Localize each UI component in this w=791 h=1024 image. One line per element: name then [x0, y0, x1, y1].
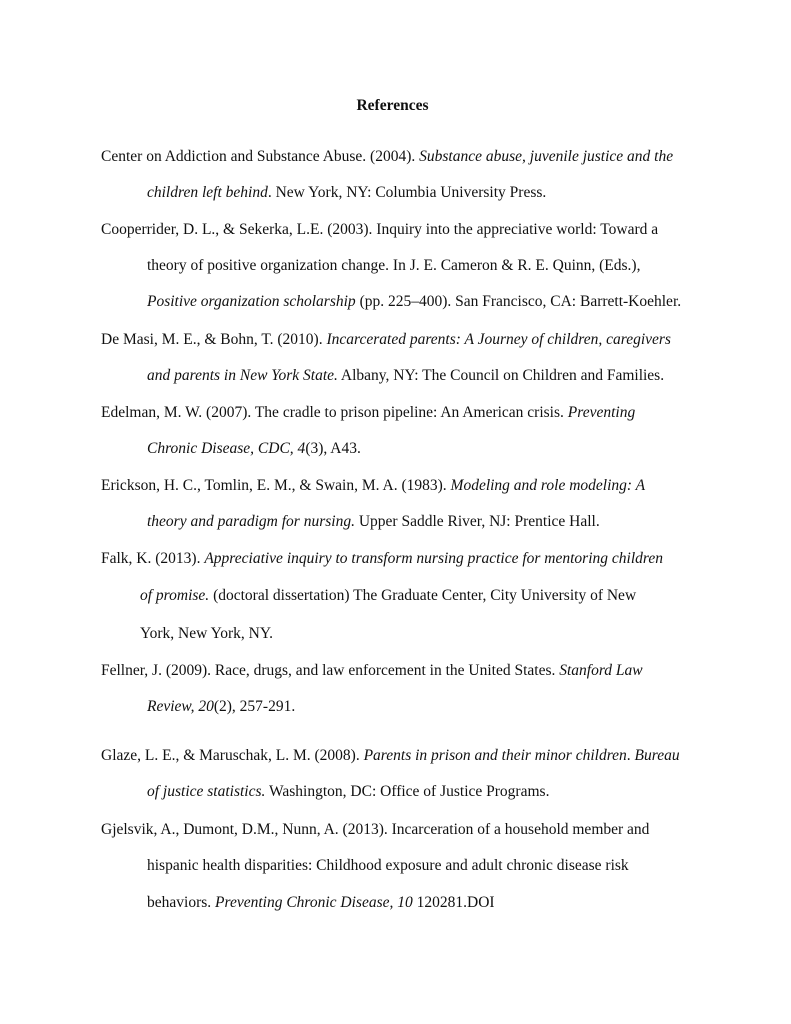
reference-italic-text: of justice statistics.: [147, 783, 266, 800]
reference-italic-text: theory and paradigm for nursing.: [147, 513, 355, 530]
reference-text: Center on Addiction and Substance Abuse. (2004).: [101, 148, 420, 165]
reference-line: [147, 183, 546, 203]
reference-line: [101, 661, 643, 681]
reference-line: [101, 476, 645, 496]
reference-text: (pp. 225–400). San Francisco, CA: Barrett-Koehler.: [355, 293, 682, 310]
reference-italic-text: of promise.: [140, 587, 210, 604]
reference-line: [147, 256, 640, 276]
reference-line: [101, 147, 673, 167]
reference-text: . New York, NY: Columbia University Press.: [267, 184, 547, 201]
reference-line: [101, 330, 671, 350]
reference-text: Upper Saddle River, NJ: Prentice Hall.: [354, 513, 600, 530]
reference-text: .: [626, 747, 635, 764]
reference-italic-text: Stanford Law: [559, 662, 643, 679]
reference-line: [147, 782, 549, 802]
reference-italic-text: Appreciative inquiry to transform nursing practice for mentoring children: [204, 550, 663, 567]
reference-text: Glaze, L. E., & Maruschak, L. M. (2008).: [101, 747, 364, 764]
reference-italic-text: Chronic Disease, CDC, 4: [147, 440, 306, 457]
reference-text: 120281.DOI: [412, 894, 495, 911]
reference-line: [101, 820, 649, 840]
reference-text: theory of positive organization change. In J. E. Cameron & R. E. Quinn, (Eds.),: [147, 257, 641, 274]
reference-text: (doctoral dissertation) The Graduate Center, City University of New: [209, 587, 637, 604]
reference-line: [140, 586, 636, 606]
reference-line: [147, 439, 361, 459]
reference-text: (2), 257-291.: [213, 698, 296, 715]
reference-text: Fellner, J. (2009). Race, drugs, and law enforcement in the United States.: [101, 662, 560, 679]
reference-line: [147, 292, 681, 312]
reference-italic-text: Review, 20: [147, 698, 214, 715]
reference-text: Falk, K. (2013).: [101, 550, 205, 567]
reference-text: Gjelsvik, A., Dumont, D.M., Nunn, A. (2013). Incarceration of a household member and: [101, 821, 650, 838]
reference-italic-text: Bureau: [634, 747, 680, 764]
reference-line: [147, 512, 600, 532]
reference-line: [101, 746, 680, 766]
reference-italic-text: children left behind: [147, 184, 268, 201]
reference-text: hispanic health disparities: Childhood exposure and adult chronic disease risk: [147, 857, 629, 874]
reference-italic-text: Preventing Chronic Disease, 10: [215, 894, 413, 911]
reference-text: Washington, DC: Office of Justice Programs.: [265, 783, 550, 800]
reference-text: Cooperrider, D. L., & Sekerka, L.E. (2003). Inquiry into the appreciative world: Toward a: [101, 221, 659, 238]
page-title: References: [356, 97, 429, 114]
reference-line: [147, 856, 629, 876]
reference-text: behaviors.: [147, 894, 216, 911]
reference-text: Erickson, H. C., Tomlin, E. M., & Swain, M. A. (1983).: [101, 477, 451, 494]
reference-text: De Masi, M. E., & Bohn, T. (2010).: [101, 331, 327, 348]
reference-italic-text: Incarcerated parents: A Journey of children, caregivers: [326, 331, 671, 348]
reference-italic-text: and parents in New York State.: [147, 367, 338, 384]
reference-text: Albany, NY: The Council on Children and Families.: [337, 367, 665, 384]
reference-line: [147, 893, 495, 913]
reference-italic-text: Parents in prison and their minor children: [363, 747, 627, 764]
reference-text: (3), A43.: [305, 440, 361, 457]
reference-line: [147, 366, 664, 386]
reference-italic-text: Preventing: [567, 404, 636, 421]
reference-line: [101, 549, 663, 569]
reference-line: [147, 697, 295, 717]
reference-line: [101, 220, 658, 240]
reference-italic-text: Modeling and role modeling: A: [450, 477, 646, 494]
reference-italic-text: Substance abuse, juvenile justice and the: [419, 148, 674, 165]
reference-text: York, New York, NY.: [140, 625, 273, 642]
reference-line: [101, 403, 635, 423]
reference-line: [140, 624, 273, 644]
reference-italic-text: Positive organization scholarship: [147, 293, 356, 310]
reference-text: Edelman, M. W. (2007). The cradle to prison pipeline: An American crisis.: [101, 404, 568, 421]
